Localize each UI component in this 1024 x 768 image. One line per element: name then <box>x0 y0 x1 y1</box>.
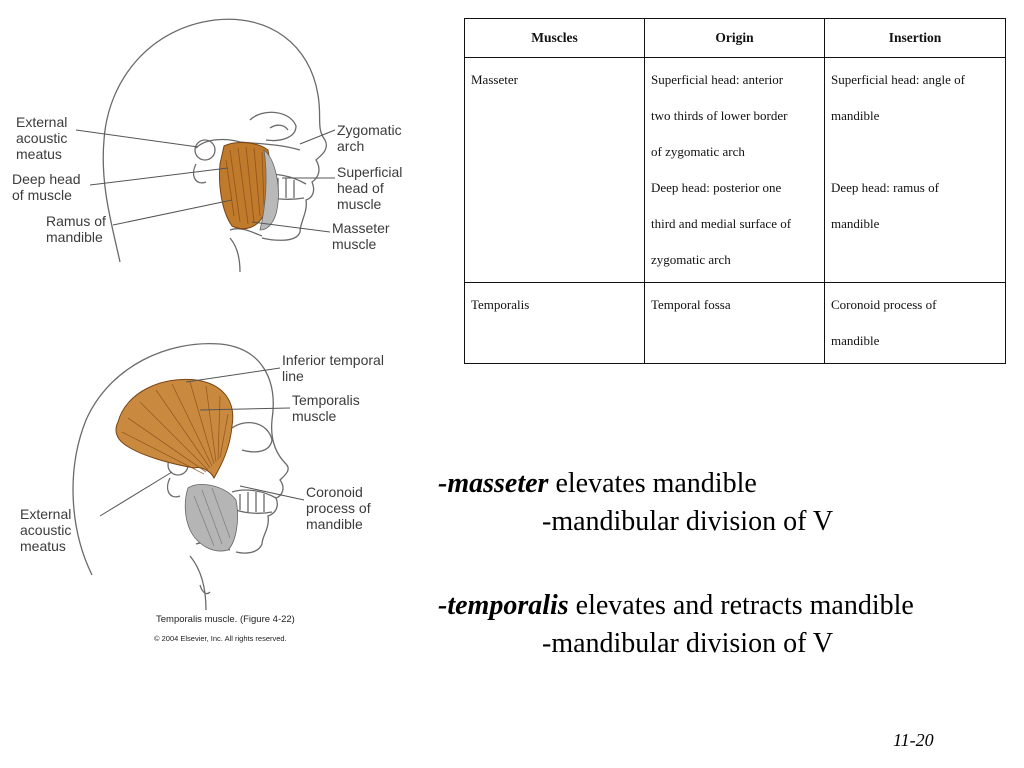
masseter-action-line: -masseter elevates mandible <box>438 468 757 499</box>
table-row <box>465 283 1006 364</box>
label-ramus-of-mandible: Ramus of mandible <box>46 213 106 245</box>
temporalis-note <box>438 590 914 660</box>
temporalis-nerve-line: -mandibular division of V <box>542 628 834 659</box>
label-masseter-muscle: Masseter muscle <box>332 220 390 252</box>
label-external-acoustic-meatus-2: External acoustic meatus <box>20 506 72 554</box>
label-inferior-temporal-line: Inferior temporal line <box>282 352 384 384</box>
figure-copyright: © 2004 Elsevier, Inc. All rights reserved. <box>154 634 287 643</box>
temporalis-action-line: -temporalis elevates and retracts mandible <box>438 590 914 621</box>
figure-caption: Temporalis muscle. (Figure 4-22) <box>156 614 295 625</box>
label-superficial-head-of-muscle: Superficial head of muscle <box>337 164 403 212</box>
label-deep-head-of-muscle: Deep head of muscle <box>12 171 81 203</box>
muscles-table <box>464 18 1006 364</box>
cell-origin: Temporal fossa <box>645 283 825 364</box>
label-zygomatic-arch: Zygomatic arch <box>337 122 402 154</box>
table-header-row <box>465 19 1006 58</box>
table-row <box>465 58 1006 283</box>
label-temporalis-muscle: Temporalis muscle <box>292 392 360 424</box>
header-insertion: Insertion <box>825 19 1006 58</box>
masseter-nerve-line: -mandibular division of V <box>542 506 834 537</box>
temporalis-term: temporalis <box>447 590 569 621</box>
slide-number: 11-20 <box>893 730 934 750</box>
header-muscles: Muscles <box>465 19 645 58</box>
label-external-acoustic-meatus: External acoustic meatus <box>16 114 68 162</box>
cell-insertion: Coronoid process of mandible <box>825 283 1006 364</box>
cell-muscle: Masseter <box>465 58 645 283</box>
masseter-figure <box>0 0 420 290</box>
cell-insertion: Superficial head: angle of mandible Deep head: ramus of mandible <box>825 58 1006 283</box>
label-coronoid-process: Coronoid process of mandible <box>306 484 371 532</box>
cell-origin: Superficial head: anterior two thirds of lower border of zygomatic arch Deep head: posterior one third and medial surface of zygomatic arch <box>645 58 825 283</box>
masseter-term: masseter <box>447 468 549 499</box>
header-origin: Origin <box>645 19 825 58</box>
masseter-note <box>438 468 833 538</box>
cell-muscle: Temporalis <box>465 283 645 364</box>
temporalis-figure <box>0 330 420 660</box>
